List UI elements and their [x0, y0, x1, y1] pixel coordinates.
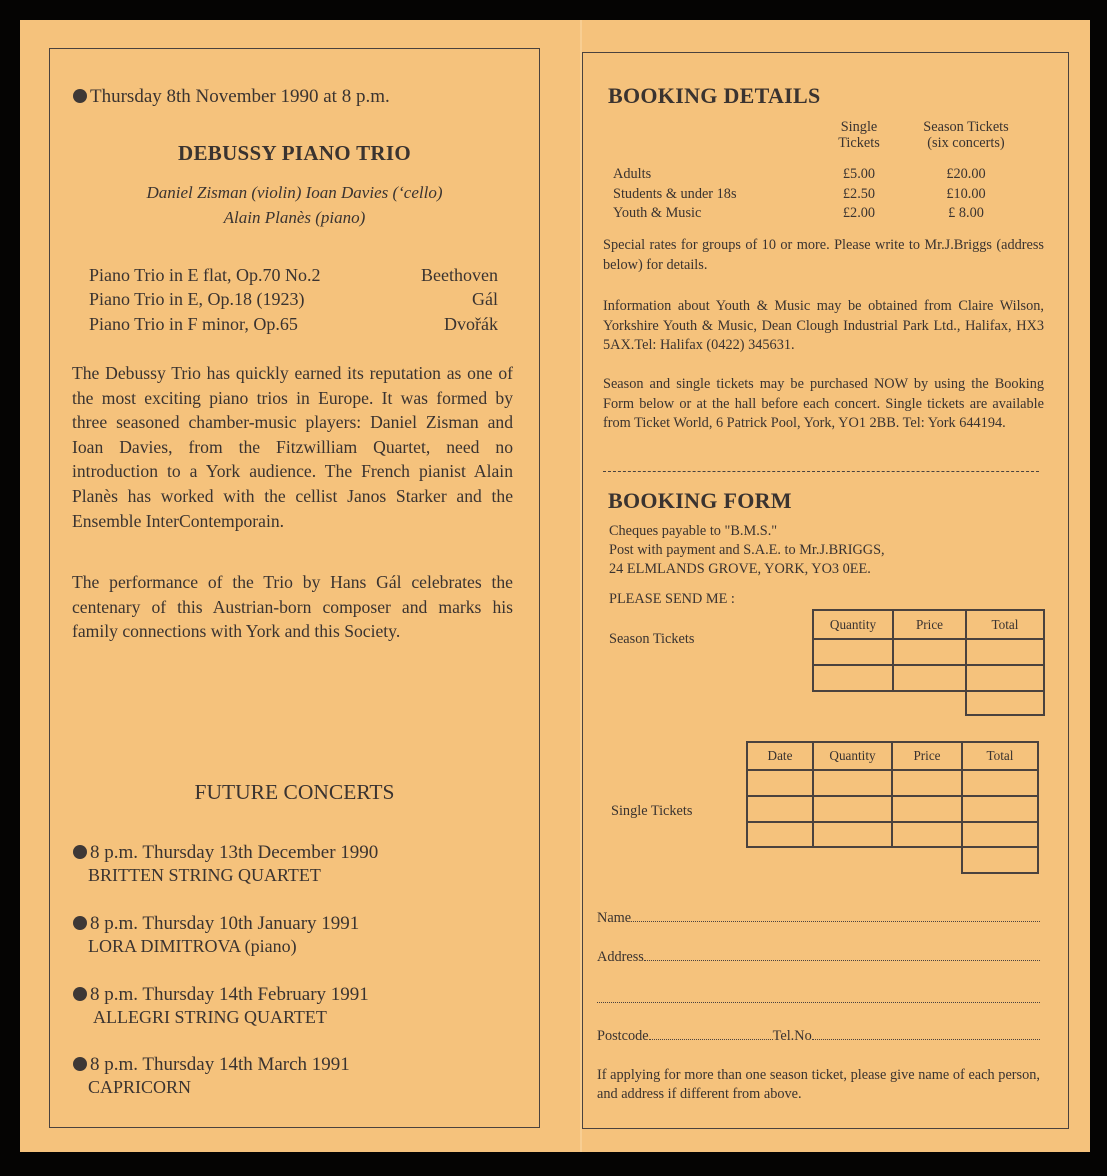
post-with-payment: Post with payment and S.A.E. to Mr.J.BRIGGS,	[609, 542, 885, 558]
single-header-quantity: Quantity	[813, 742, 892, 770]
single-price-input[interactable]	[892, 822, 962, 847]
concert-date	[73, 86, 390, 108]
youth-music-info: Information about Youth & Music may be obtained from Claire Wilson, Yorkshire Youth & Music, Dean Clough Industrial Park Ltd., Halifax, HX3 5AX.Tel: Halifax (0422) 345631.	[603, 298, 1044, 354]
concert-panel	[49, 48, 540, 1128]
future-concert-item	[73, 1054, 350, 1098]
future-concerts-heading: FUTURE CONCERTS	[194, 780, 395, 804]
cheques-payable: Cheques payable to "B.M.S."	[609, 523, 778, 539]
season-tickets-label: Season Tickets	[609, 631, 695, 647]
bullet-icon	[73, 89, 87, 103]
single-tickets-label: Single Tickets	[611, 803, 693, 819]
future-concert-date: 8 p.m. Thursday 14th March 1991	[90, 1054, 350, 1075]
programme-row	[89, 289, 498, 310]
concert-date-text: Thursday 8th November 1990 at 8 p.m.	[90, 86, 390, 107]
programme-work: Piano Trio in F minor, Op.65	[89, 314, 298, 334]
future-concert-date: 8 p.m. Thursday 14th February 1991	[90, 984, 369, 1005]
single-quantity-input[interactable]	[813, 822, 892, 847]
single-quantity-input[interactable]	[813, 796, 892, 822]
postcode-tel-field[interactable]	[597, 1028, 1040, 1045]
season-quantity-input[interactable]	[813, 639, 893, 665]
programme-row	[89, 314, 498, 335]
bullet-icon	[73, 916, 87, 930]
season-quantity-input[interactable]	[813, 665, 893, 691]
future-concert-item	[73, 842, 378, 886]
season-header-quantity: Quantity	[813, 610, 893, 639]
programme-composer: Dvořák	[444, 314, 498, 334]
address-label: Address	[597, 949, 644, 965]
single-date-input[interactable]	[747, 796, 813, 822]
future-concert-item	[73, 913, 359, 957]
price-single: £2.50	[842, 186, 876, 202]
single-total-input[interactable]	[962, 796, 1038, 822]
leaflet-paper	[20, 20, 1090, 1152]
future-concert-item	[73, 984, 369, 1028]
empty-cell	[813, 847, 892, 873]
price-season: £ 8.00	[948, 205, 984, 221]
price-row-label: Adults	[613, 166, 652, 182]
address-field[interactable]	[597, 949, 1040, 966]
programme-row	[89, 265, 498, 286]
programme-composer: Gál	[472, 289, 498, 309]
performers-line-1: Daniel Zisman (violin) Ioan Davies (‘cello)	[146, 183, 443, 202]
postal-address: 24 ELMLANDS GROVE, YORK, YO3 0EE.	[609, 561, 871, 577]
name-field[interactable]	[597, 910, 1040, 927]
programme-work: Piano Trio in E, Op.18 (1923)	[89, 289, 305, 309]
price-single: £2.00	[842, 205, 876, 221]
programme-composer: Beethoven	[421, 265, 498, 285]
empty-cell	[893, 691, 966, 715]
postcode-label: Postcode	[597, 1028, 649, 1044]
single-price-input[interactable]	[892, 796, 962, 822]
single-date-input[interactable]	[747, 770, 813, 796]
empty-cell	[892, 847, 962, 873]
future-concert-name: BRITTEN STRING QUARTET	[88, 865, 321, 885]
single-header-total: Total	[962, 742, 1038, 770]
empty-cell	[747, 847, 813, 873]
single-price-input[interactable]	[892, 770, 962, 796]
single-quantity-input[interactable]	[813, 770, 892, 796]
cut-line	[603, 471, 1039, 472]
single-header-price: Price	[892, 742, 962, 770]
col-header-single	[819, 119, 899, 151]
bullet-icon	[73, 987, 87, 1001]
season-grand-total-input[interactable]	[966, 691, 1044, 715]
single-total-input[interactable]	[962, 770, 1038, 796]
name-label: Name	[597, 910, 632, 926]
price-season: £10.00	[946, 186, 986, 202]
tel-input[interactable]	[812, 1038, 1040, 1040]
single-total-input[interactable]	[962, 822, 1038, 847]
future-concert-name: ALLEGRI STRING QUARTET	[93, 1007, 327, 1027]
special-rates-text: Special rates for groups of 10 or more. Please write to Mr.J.Briggs (address below) for details.	[603, 237, 1044, 273]
tel-label: Tel.No	[772, 1028, 812, 1044]
price-row-label: Students & under 18s	[613, 186, 737, 202]
address-line-2-field[interactable]	[597, 988, 1040, 1003]
programme-work: Piano Trio in E flat, Op.70 No.2	[89, 265, 321, 285]
single-date-input[interactable]	[747, 822, 813, 847]
performers-line-2: Alain Planès (piano)	[223, 208, 366, 227]
price-season: £20.00	[946, 166, 986, 182]
season-header-total: Total	[966, 610, 1044, 639]
booking-form-heading: BOOKING FORM	[608, 488, 792, 513]
single-header-date: Date	[747, 742, 813, 770]
future-concert-name: CAPRICORN	[88, 1077, 192, 1097]
please-send-me: PLEASE SEND ME :	[609, 591, 735, 607]
season-price-input[interactable]	[893, 639, 966, 665]
season-ticket-table	[812, 609, 1045, 716]
col-header-season	[906, 119, 1026, 151]
season-total-input[interactable]	[966, 665, 1044, 691]
col-header-single-line2: Tickets	[838, 135, 880, 151]
postcode-input[interactable]	[649, 1038, 773, 1040]
empty-cell	[813, 691, 893, 715]
bullet-icon	[73, 845, 87, 859]
season-total-input[interactable]	[966, 639, 1044, 665]
booking-details-heading: BOOKING DETAILS	[608, 83, 821, 108]
col-header-season-line1: Season Tickets	[923, 119, 1009, 135]
applying-note: If applying for more than one season ticket, please give name of each person, and address if different from above.	[597, 1067, 1040, 1102]
season-header-price: Price	[893, 610, 966, 639]
address-input[interactable]	[644, 959, 1040, 961]
address-line-2-input[interactable]	[597, 988, 1040, 1003]
purchase-info: Season and single tickets may be purchased NOW by using the Booking Form below or at the hall before each concert. Single tickets are available from Ticket World, 6 Patrick Pool, York, YO1 2BB. Tel: York 644194.	[603, 376, 1044, 432]
booking-panel	[582, 52, 1069, 1129]
bullet-icon	[73, 1057, 87, 1071]
season-price-input[interactable]	[893, 665, 966, 691]
name-input[interactable]	[631, 920, 1040, 922]
price-row-label: Youth & Music	[613, 205, 702, 221]
price-single: £5.00	[842, 166, 876, 182]
single-grand-total-input[interactable]	[962, 847, 1038, 873]
future-concert-date: 8 p.m. Thursday 10th January 1991	[90, 913, 360, 934]
col-header-season-line2: (six concerts)	[927, 135, 1005, 151]
future-concert-name: LORA DIMITROVA (piano)	[88, 936, 297, 956]
future-concert-date: 8 p.m. Thursday 13th December 1990	[90, 842, 379, 863]
concert-description-2: The performance of the Trio by Hans Gál celebrates the centenary of this Austrian-born composer and marks his family connections with York and this Society.	[72, 572, 513, 642]
col-header-single-line1: Single	[840, 119, 878, 135]
single-ticket-table	[746, 741, 1039, 874]
concert-title: DEBUSSY PIANO TRIO	[178, 141, 411, 165]
concert-description-1: The Debussy Trio has quickly earned its reputation as one of the most exciting piano trios in Europe. It was formed by three seasoned chamber-music players: Daniel Zisman and Ioan Davies, from the Fitzwilliam Quartet, need no introduction to a York audience. The French pianist Alain Planès has worked with the cellist Janos Starker and the Ensemble InterContemporain.	[72, 363, 513, 531]
